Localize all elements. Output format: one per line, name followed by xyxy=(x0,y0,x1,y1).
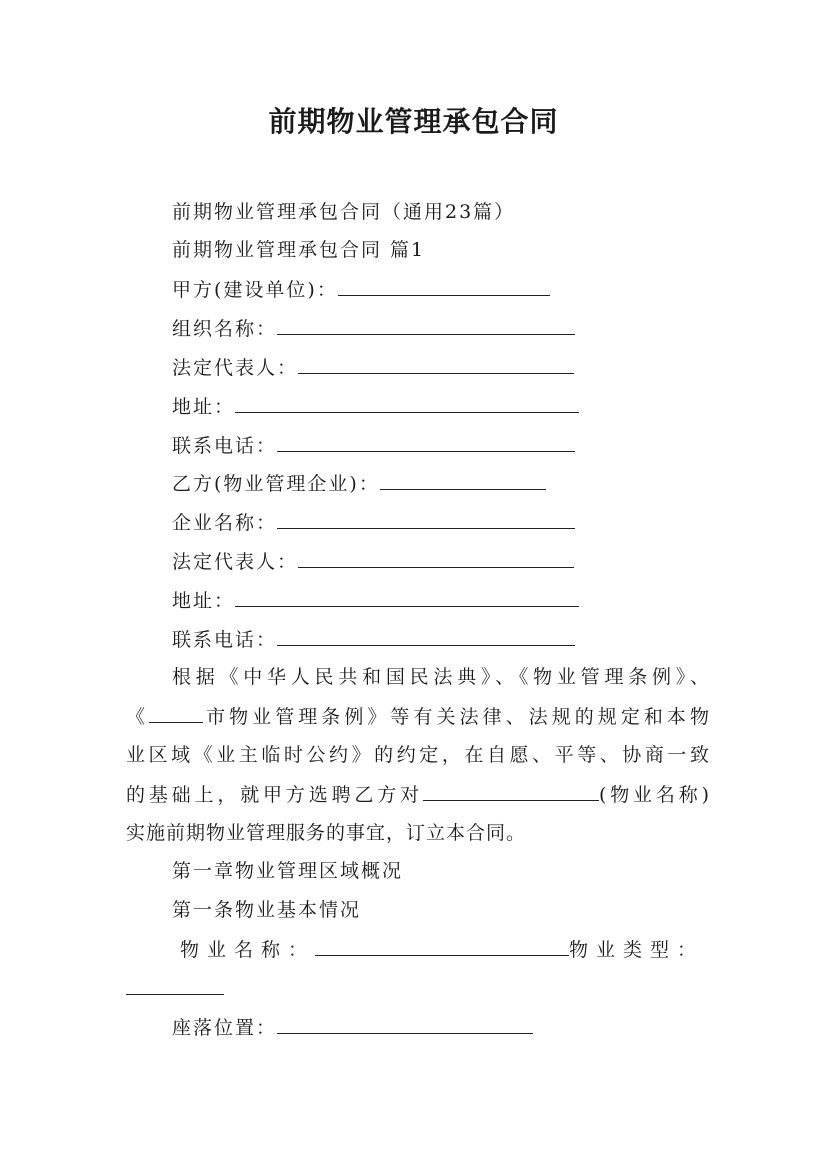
party-b-label: 乙方(物业管理企业)： xyxy=(172,473,380,495)
section-heading: 前期物业管理承包合同 篇1 xyxy=(172,239,426,261)
party-b-address-blank[interactable] xyxy=(235,588,579,607)
party-a-line xyxy=(172,277,550,302)
party-b-legal-rep-line xyxy=(172,549,574,574)
party-b-phone-label: 联系电话： xyxy=(172,629,278,651)
preamble-line-2-text: 市物业管理条例》等有关法律、法规的规定和本物 xyxy=(203,706,710,728)
party-a-phone-blank[interactable] xyxy=(277,433,575,452)
party-a-legal-rep-blank[interactable] xyxy=(298,355,574,374)
party-a-phone-label: 联系电话： xyxy=(172,435,278,457)
location-line xyxy=(172,1015,533,1040)
article-1-heading: 第一条物业基本情况 xyxy=(172,899,362,921)
property-type-label: 物业类型： xyxy=(569,939,705,961)
location-blank[interactable] xyxy=(277,1015,533,1034)
party-b-phone-line xyxy=(172,627,575,652)
party-a-address-label: 地址： xyxy=(172,396,236,418)
document-title: 前期物业管理承包合同 xyxy=(268,105,559,138)
document-subtitle: 前期物业管理承包合同（通用23篇） xyxy=(172,201,516,223)
party-a-label: 甲方(建设单位)： xyxy=(172,279,338,301)
org-name-label: 组织名称： xyxy=(172,318,278,340)
company-name-blank[interactable] xyxy=(277,510,575,529)
preamble-line-4 xyxy=(126,782,710,807)
city-blank[interactable] xyxy=(149,704,203,723)
company-name-line xyxy=(172,510,575,535)
party-a-phone-line xyxy=(172,433,575,458)
preamble-line-4-suffix: (物业名称) xyxy=(598,784,710,806)
party-a-address-blank[interactable] xyxy=(235,394,579,413)
preamble-line-3: 业区域《业主临时公约》的约定，在自愿、平等、协商一致 xyxy=(126,744,710,766)
company-name-label: 企业名称： xyxy=(172,512,278,534)
preamble-line-2-open: 《 xyxy=(126,706,150,728)
party-b-address-label: 地址： xyxy=(172,590,236,612)
party-a-address-line xyxy=(172,394,579,419)
property-type-blank[interactable] xyxy=(126,976,224,995)
property-name-label: 物业名称： xyxy=(180,939,316,961)
party-b-blank[interactable] xyxy=(380,471,546,490)
party-a-blank[interactable] xyxy=(338,277,550,296)
party-b-legal-rep-label: 法定代表人： xyxy=(172,551,299,573)
property-type-line xyxy=(126,976,224,1001)
preamble-line-4-text: 的基础上，就甲方选聘乙方对 xyxy=(126,784,423,806)
property-name-inline-blank[interactable] xyxy=(423,782,599,801)
org-name-blank[interactable] xyxy=(277,316,575,335)
preamble-line-5: 实施前期物业管理服务的事宜，订立本合同。 xyxy=(126,822,527,844)
chapter-1-heading: 第一章物业管理区域概况 xyxy=(172,860,404,882)
party-b-phone-blank[interactable] xyxy=(277,627,575,646)
party-b-line xyxy=(172,471,546,496)
location-label: 座落位置： xyxy=(172,1017,278,1039)
org-name-line xyxy=(172,316,575,341)
party-a-legal-rep-line xyxy=(172,355,574,380)
party-b-address-line xyxy=(172,588,579,613)
preamble-line-1: 根据《中华人民共和国民法典》、《物业管理条例》、 xyxy=(172,666,710,688)
party-b-legal-rep-blank[interactable] xyxy=(298,549,574,568)
preamble-line-2 xyxy=(126,704,710,729)
property-name-blank[interactable] xyxy=(315,937,569,956)
property-info-line xyxy=(180,937,704,962)
party-a-legal-rep-label: 法定代表人： xyxy=(172,357,299,379)
